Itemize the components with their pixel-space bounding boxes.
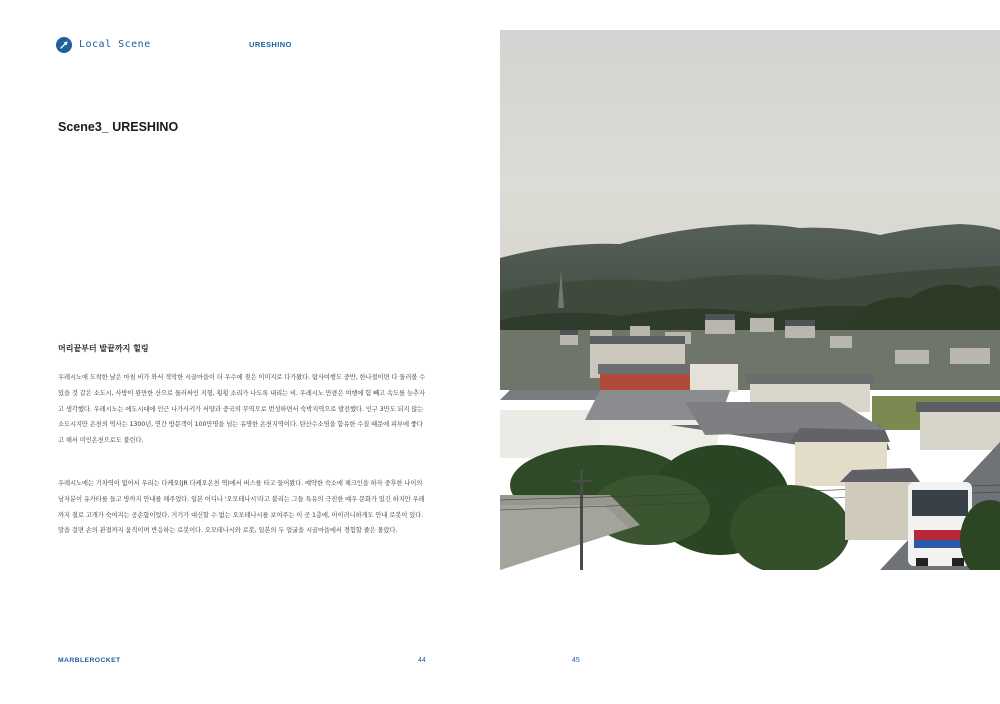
article-paragraph-1: 우레시노에 도착한 날은 마침 비가 와서 적막한 시골마을이 더 우수에 젖은 이미지로 다가왔다. 탐사여행도 중반, 한나절이면 다 둘러볼 수 있을 것 같은 소도시, 사방이 완만한 산으로 둘러싸인 지형, 횡횡 소리가 나도록 내리는 비. 우레시노 만큼은 여행에 힘 빼고 속도를 늦추자고 생각했다. 우레시노는 에도시대에 인근 나가사키가 서양과 중국의 무역으로 번성하면서 숙박지역으로 발전했다. 인구 3만도 되지 않는 소도시지만 온천의 역사는 1300년, 연간 방문객이 100만명을 넘는 유명한 온천지역이다. 탄산수소염을 함유한 수질 때문에 피부에 좋다고 해서 미인온천으로도 불린다. <box>58 374 426 445</box>
footer-brand: MARBLEROCKET <box>58 657 121 664</box>
town-landscape-photo <box>500 30 1000 570</box>
header-title: URESHINO <box>249 40 292 49</box>
article-paragraph-2: 우레시노에는 기차역이 없어서 우리는 다케오(JR 다케오온천 역)에서 버스를 타고 들어왔다. 예약한 숙소에 체크인을 하자 중후한 나이의 남자분이 유카타를 들고 방까지 안내를 해주었다. 일본 어디나 '오모테나시'라고 불리는 그들 특유의 극진한 예우 문화가 있긴 하지만 우레까지 절로 고개가 숙여지는 공손함이었다. 거기가 대신할 수 없는 오모테나시를 보여주는 이 곳 1층에, 아이러니하게도 안내 로봇이 있다. 말을 걸면 손의 관절까지 움직이며 반응하는 로봇이다. 오모테나시와 로봇, 일본의 두 얼굴을 시골마을에서 경험할 줄은 몰랐다. <box>58 480 425 535</box>
article-subheading: 머리끝부터 발끝까지 힐링 <box>58 344 149 353</box>
page-number-left: 44 <box>418 657 426 664</box>
page-number-right: 45 <box>572 657 580 664</box>
section-label: Local Scene <box>79 39 151 50</box>
compass-leaf-icon <box>56 37 72 53</box>
scene-title: Scene3_ URESHINO <box>58 120 179 134</box>
